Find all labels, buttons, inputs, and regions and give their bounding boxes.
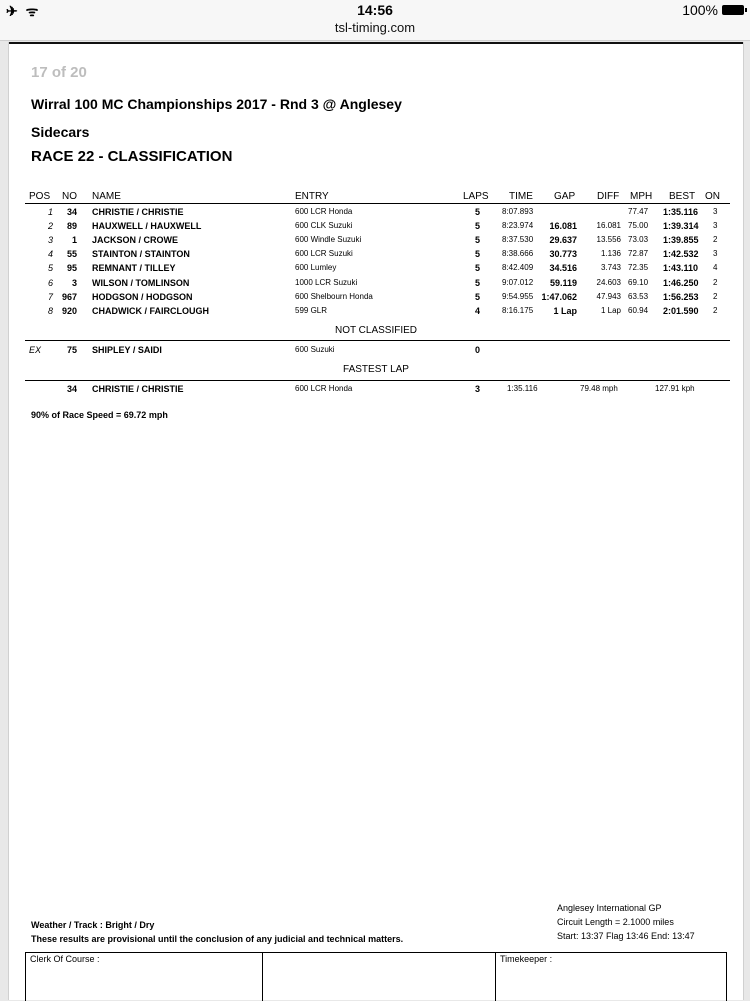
cell-laps: 5 [475, 235, 481, 246]
table-row [9, 278, 743, 292]
header-laps: LAPS [463, 191, 489, 202]
circuit-length: Circuit Length = 2.1000 miles [557, 917, 674, 927]
cell-pos: 6 [47, 277, 53, 288]
cell-mph: 77.47 [628, 207, 649, 216]
cell-time: 8:38.666 [502, 249, 534, 259]
table-row [9, 221, 743, 235]
fl-time: 1:35.116 [507, 384, 538, 393]
cell-pos: 1 [47, 207, 53, 217]
page-top-border [9, 42, 743, 44]
url-bar[interactable] [0, 20, 750, 41]
clerk-of-course-box [25, 952, 263, 1001]
nc-no: 75 [66, 345, 77, 355]
middle-signature-box [261, 952, 496, 1001]
cell-pos: 8 [47, 305, 53, 316]
fl-name: CHRISTIE / CHRISTIE [92, 384, 184, 394]
timekeeper-label: Timekeeper : [500, 954, 553, 964]
header-best: BEST [669, 191, 696, 202]
cell-gap: 1:47.062 [541, 291, 577, 302]
cell-entry: 600 Windle Suzuki [295, 235, 362, 245]
circuit-name: Anglesey International GP [557, 903, 662, 913]
cell-name: HAUXWELL / HAUXWELL [92, 221, 202, 232]
url-text[interactable]: tsl-timing.com [334, 20, 416, 35]
championship-title: Wirral 100 MC Championships 2017 - Rnd 3 @ Anglesey [31, 96, 402, 112]
fl-no: 34 [66, 384, 77, 394]
battery-percent: 100% [682, 2, 718, 18]
cell-laps: 5 [475, 263, 481, 274]
cell-diff: 24.603 [596, 277, 621, 287]
cell-gap: 29.637 [549, 235, 577, 246]
cell-on: 2 [713, 277, 718, 287]
cell-best: 1:35.116 [663, 207, 699, 217]
timekeeper-box [495, 952, 727, 1001]
cell-no: 89 [66, 221, 77, 232]
header-name: NAME [92, 191, 121, 202]
cell-best: 1:42.532 [663, 249, 699, 260]
table-row [9, 292, 743, 306]
cell-name: WILSON / TOMLINSON [92, 277, 190, 288]
battery-icon [722, 5, 744, 15]
table-row [9, 235, 743, 249]
weather-track: Weather / Track : Bright / Dry [31, 920, 155, 930]
fastest-lap-rule [25, 380, 730, 381]
cell-on: 4 [713, 263, 718, 273]
cell-gap: 1 Lap [553, 305, 577, 316]
cell-name: STAINTON / STAINTON [92, 249, 190, 260]
cell-no: 920 [61, 305, 77, 316]
session-times: Start: 13:37 Flag 13:46 End: 13:47 [557, 931, 695, 941]
table-row [9, 249, 743, 263]
nc-laps: 0 [475, 345, 481, 355]
nc-entry: 600 Suzuki [295, 345, 335, 354]
cell-diff: 16.081 [596, 221, 621, 231]
cell-best: 1:43.110 [663, 263, 699, 274]
header-rule [25, 203, 730, 204]
cell-gap: 34.516 [549, 263, 577, 274]
cell-gap: 30.773 [549, 249, 577, 260]
clock: 14:56 [357, 2, 393, 18]
not-classified-row [9, 345, 743, 359]
cell-time: 9:07.012 [502, 277, 534, 287]
cell-no: 1 [71, 235, 77, 246]
cell-no: 55 [66, 249, 77, 260]
table-row [9, 207, 743, 221]
cell-entry: 600 Lumley [295, 263, 337, 273]
cell-time: 8:07.893 [502, 207, 534, 216]
cell-on: 3 [713, 249, 718, 259]
cell-entry: 600 CLK Suzuki [295, 221, 353, 231]
cell-name: CHRISTIE / CHRISTIE [92, 207, 184, 217]
header-entry: ENTRY [295, 191, 329, 202]
cell-diff: 1.136 [600, 249, 621, 259]
cell-entry: 599 GLR [295, 305, 328, 315]
header-on: ON [705, 191, 720, 202]
table-row [9, 306, 743, 320]
cell-best: 1:39.855 [663, 235, 699, 246]
header-mph: MPH [630, 191, 653, 202]
fl-mph: 79.48 mph [580, 384, 618, 393]
cell-best: 1:46.250 [663, 277, 699, 288]
class-title: Sidecars [31, 124, 90, 140]
cell-mph: 75.00 [628, 221, 649, 231]
not-classified-heading: NOT CLASSIFIED [334, 325, 418, 336]
battery-indicator [682, 2, 744, 18]
cell-entry: 600 LCR Suzuki [295, 249, 353, 259]
cell-time: 8:16.175 [502, 305, 534, 315]
header-diff: DIFF [597, 191, 620, 202]
cell-laps: 4 [475, 305, 481, 316]
cell-no: 95 [66, 263, 77, 274]
cell-pos: 2 [47, 221, 53, 232]
cell-pos: 3 [47, 235, 53, 246]
cell-diff: 3.743 [600, 263, 621, 273]
fl-entry: 600 LCR Honda [295, 384, 353, 393]
cell-mph: 73.03 [628, 235, 649, 245]
cell-mph: 72.87 [628, 249, 649, 259]
nc-name: SHIPLEY / SAIDI [92, 345, 162, 355]
fl-lap: 3 [475, 384, 481, 394]
cell-laps: 5 [475, 221, 481, 232]
cell-best: 1:56.253 [663, 291, 699, 302]
cell-laps: 5 [475, 249, 481, 260]
cell-best: 1:39.314 [663, 221, 699, 232]
fastest-lap-row [9, 384, 743, 398]
table-row [9, 263, 743, 277]
results-document [8, 42, 744, 1000]
cell-pos: 7 [47, 291, 53, 302]
provisional-notice: These results are provisional until the conclusion of any judicial and technical matters. [31, 934, 404, 944]
page-number: 17 of 20 [31, 64, 87, 81]
race-title: RACE 22 - CLASSIFICATION [31, 148, 233, 165]
cell-mph: 72.35 [628, 263, 649, 273]
fl-kph: 127.91 kph [655, 384, 695, 393]
cell-entry: 600 Shelbourn Honda [295, 291, 373, 301]
cell-time: 9:54.955 [502, 291, 534, 301]
airplane-wifi-icon: ✈ ᯤ [6, 3, 41, 19]
cell-gap: 16.081 [549, 221, 577, 232]
cell-time: 8:23.974 [502, 221, 534, 231]
cell-name: REMNANT / TILLEY [92, 263, 176, 274]
header-gap: GAP [554, 191, 576, 202]
cell-laps: 5 [475, 207, 481, 217]
fastest-lap-heading: FASTEST LAP [343, 364, 409, 375]
cell-entry: 600 LCR Honda [295, 207, 353, 216]
cell-on: 2 [713, 305, 718, 315]
cell-entry: 1000 LCR Suzuki [295, 277, 358, 287]
race-speed-note: 90% of Race Speed = 69.72 mph [31, 410, 168, 420]
clerk-label: Clerk Of Course : [30, 954, 100, 964]
cell-name: HODGSON / HODGSON [92, 291, 193, 302]
cell-name: JACKSON / CROWE [92, 235, 179, 246]
cell-gap: 59.119 [549, 277, 577, 288]
cell-no: 967 [61, 291, 77, 302]
cell-mph: 63.53 [628, 291, 649, 301]
cell-on: 2 [713, 235, 718, 245]
cell-mph: 69.10 [628, 277, 649, 287]
cell-on: 3 [713, 221, 718, 231]
cell-on: 3 [713, 207, 718, 216]
cell-laps: 5 [475, 277, 481, 288]
header-time: TIME [509, 191, 533, 202]
cell-diff: 13.556 [596, 235, 621, 245]
cell-laps: 5 [475, 291, 481, 302]
cell-mph: 60.94 [628, 305, 649, 315]
header-pos: POS [29, 191, 51, 202]
cell-pos: 5 [47, 263, 53, 274]
nc-pos: EX [29, 345, 42, 355]
cell-on: 2 [713, 291, 718, 301]
cell-name: CHADWICK / FAIRCLOUGH [92, 305, 209, 316]
not-classified-rule [25, 340, 730, 341]
cell-no: 34 [66, 207, 77, 217]
cell-diff: 47.943 [596, 291, 621, 301]
cell-pos: 4 [47, 249, 53, 260]
cell-best: 2:01.590 [663, 305, 699, 316]
cell-no: 3 [71, 277, 77, 288]
cell-diff: 1 Lap [600, 305, 621, 315]
status-bar [0, 0, 750, 20]
cell-time: 8:42.409 [502, 263, 534, 273]
header-no: NO [62, 191, 77, 202]
cell-time: 8:37.530 [502, 235, 534, 245]
